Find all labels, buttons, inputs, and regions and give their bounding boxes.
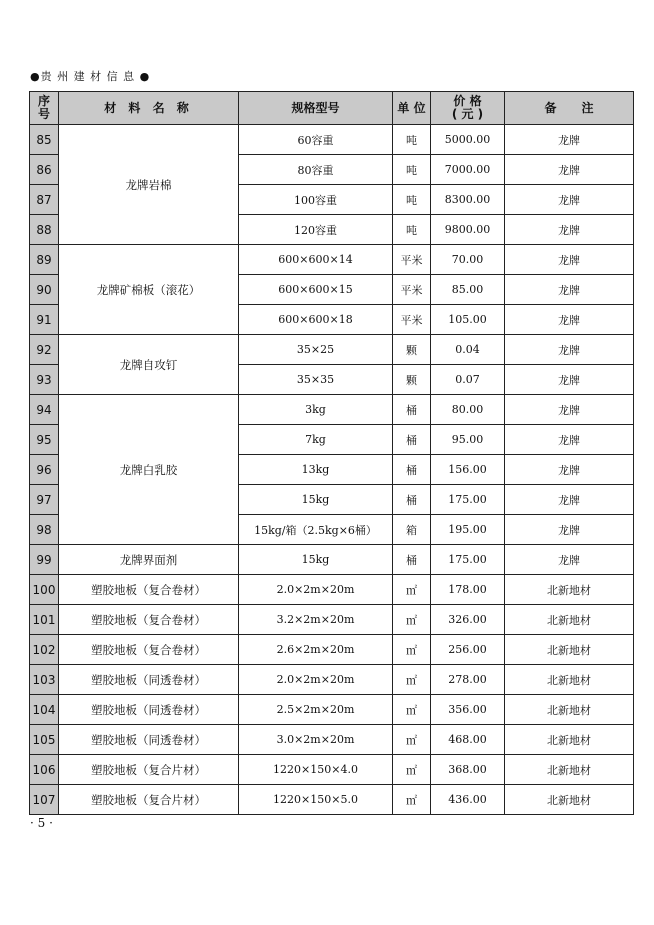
price-table <box>29 91 634 815</box>
unit-cell: 颗 <box>393 365 431 395</box>
spec-cell: 600×600×18 <box>239 305 393 335</box>
spec-cell: 3kg <box>239 395 393 425</box>
row-index: 98 <box>30 515 59 545</box>
spec-cell: 13kg <box>239 455 393 485</box>
table-row <box>30 605 634 635</box>
material-name: 塑胶地板（复合片材） <box>59 755 239 785</box>
table-row <box>30 545 634 575</box>
unit-cell: 平米 <box>393 305 431 335</box>
spec-cell: 15kg/箱（2.5kg×6桶） <box>239 515 393 545</box>
spec-cell: 2.0×2m×20m <box>239 575 393 605</box>
note-cell: 龙牌 <box>505 125 634 155</box>
material-name: 塑胶地板（同透卷材） <box>59 665 239 695</box>
note-cell: 北新地材 <box>505 635 634 665</box>
col-header-name: 材 料 名 称 <box>59 92 239 125</box>
col-header-spec: 规格型号 <box>239 92 393 125</box>
spec-cell: 120容重 <box>239 215 393 245</box>
unit-cell: ㎡ <box>393 665 431 695</box>
table-row <box>30 125 634 155</box>
table-row <box>30 335 634 365</box>
row-index: 89 <box>30 245 59 275</box>
table-header-row <box>30 92 634 125</box>
note-cell: 龙牌 <box>505 215 634 245</box>
note-cell: 北新地材 <box>505 665 634 695</box>
material-name: 塑胶地板（复合卷材） <box>59 575 239 605</box>
price-cell: 9800.00 <box>431 215 505 245</box>
row-index: 86 <box>30 155 59 185</box>
spec-cell: 7kg <box>239 425 393 455</box>
spec-cell: 15kg <box>239 485 393 515</box>
spec-cell: 2.6×2m×20m <box>239 635 393 665</box>
unit-cell: 桶 <box>393 425 431 455</box>
spec-cell: 3.2×2m×20m <box>239 605 393 635</box>
price-cell: 175.00 <box>431 485 505 515</box>
material-name: 龙牌白乳胶 <box>59 395 239 545</box>
unit-cell: 平米 <box>393 245 431 275</box>
table-row <box>30 635 634 665</box>
spec-cell: 1220×150×4.0 <box>239 755 393 785</box>
row-index: 93 <box>30 365 59 395</box>
unit-cell: 吨 <box>393 155 431 185</box>
note-cell: 龙牌 <box>505 335 634 365</box>
row-index: 92 <box>30 335 59 365</box>
table-row <box>30 695 634 725</box>
row-index: 104 <box>30 695 59 725</box>
row-index: 100 <box>30 575 59 605</box>
note-cell: 龙牌 <box>505 455 634 485</box>
table-row <box>30 245 634 275</box>
material-name: 塑胶地板（复合卷材） <box>59 635 239 665</box>
unit-cell: 平米 <box>393 275 431 305</box>
note-cell: 龙牌 <box>505 155 634 185</box>
table-row <box>30 575 634 605</box>
price-cell: 356.00 <box>431 695 505 725</box>
note-cell: 龙牌 <box>505 425 634 455</box>
unit-cell: 箱 <box>393 515 431 545</box>
spec-cell: 600×600×15 <box>239 275 393 305</box>
spec-cell: 80容重 <box>239 155 393 185</box>
price-cell: 278.00 <box>431 665 505 695</box>
price-cell: 105.00 <box>431 305 505 335</box>
unit-cell: 桶 <box>393 545 431 575</box>
page-number: · 5 · <box>30 816 53 830</box>
material-name: 龙牌自攻钉 <box>59 335 239 395</box>
material-name: 塑胶地板（复合片材） <box>59 785 239 815</box>
price-cell: 256.00 <box>431 635 505 665</box>
col-header-unit: 单 位 <box>393 92 431 125</box>
table-row <box>30 395 634 425</box>
spec-cell: 35×25 <box>239 335 393 365</box>
unit-cell: ㎡ <box>393 785 431 815</box>
table-row <box>30 665 634 695</box>
note-cell: 龙牌 <box>505 305 634 335</box>
running-header: ●贵 州 建 材 信 息 ● <box>30 70 151 83</box>
unit-cell: 吨 <box>393 215 431 245</box>
row-index: 91 <box>30 305 59 335</box>
material-name: 龙牌矿棉板（滚花） <box>59 245 239 335</box>
col-header-note: 备 注 <box>505 92 634 125</box>
price-cell: 175.00 <box>431 545 505 575</box>
material-name: 塑胶地板（复合卷材） <box>59 605 239 635</box>
spec-cell: 60容重 <box>239 125 393 155</box>
row-index: 99 <box>30 545 59 575</box>
note-cell: 龙牌 <box>505 365 634 395</box>
unit-cell: 吨 <box>393 125 431 155</box>
unit-cell: ㎡ <box>393 605 431 635</box>
price-cell: 70.00 <box>431 245 505 275</box>
price-cell: 178.00 <box>431 575 505 605</box>
table-row <box>30 755 634 785</box>
note-cell: 北新地材 <box>505 695 634 725</box>
row-index: 107 <box>30 785 59 815</box>
price-cell: 5000.00 <box>431 125 505 155</box>
table-row <box>30 785 634 815</box>
row-index: 88 <box>30 215 59 245</box>
unit-cell: ㎡ <box>393 725 431 755</box>
price-cell: 80.00 <box>431 395 505 425</box>
note-cell: 龙牌 <box>505 185 634 215</box>
row-index: 94 <box>30 395 59 425</box>
row-index: 102 <box>30 635 59 665</box>
price-cell: 326.00 <box>431 605 505 635</box>
price-cell: 195.00 <box>431 515 505 545</box>
price-cell: 468.00 <box>431 725 505 755</box>
row-index: 87 <box>30 185 59 215</box>
spec-cell: 600×600×14 <box>239 245 393 275</box>
unit-cell: 吨 <box>393 185 431 215</box>
row-index: 103 <box>30 665 59 695</box>
unit-cell: ㎡ <box>393 635 431 665</box>
spec-cell: 15kg <box>239 545 393 575</box>
spec-cell: 100容重 <box>239 185 393 215</box>
note-cell: 北新地材 <box>505 755 634 785</box>
price-cell: 95.00 <box>431 425 505 455</box>
price-cell: 436.00 <box>431 785 505 815</box>
spec-cell: 35×35 <box>239 365 393 395</box>
unit-cell: ㎡ <box>393 575 431 605</box>
material-name: 塑胶地板（同透卷材） <box>59 725 239 755</box>
row-index: 97 <box>30 485 59 515</box>
note-cell: 北新地材 <box>505 725 634 755</box>
row-index: 106 <box>30 755 59 785</box>
material-name: 龙牌界面剂 <box>59 545 239 575</box>
row-index: 101 <box>30 605 59 635</box>
row-index: 85 <box>30 125 59 155</box>
note-cell: 龙牌 <box>505 245 634 275</box>
note-cell: 北新地材 <box>505 575 634 605</box>
row-index: 95 <box>30 425 59 455</box>
unit-cell: ㎡ <box>393 755 431 785</box>
col-header-index: 序 号 <box>30 92 59 125</box>
price-cell: 0.04 <box>431 335 505 365</box>
row-index: 105 <box>30 725 59 755</box>
note-cell: 龙牌 <box>505 545 634 575</box>
col-header-price: 价 格 ( 元 ) <box>431 92 505 125</box>
note-cell: 龙牌 <box>505 275 634 305</box>
note-cell: 北新地材 <box>505 605 634 635</box>
unit-cell: 桶 <box>393 485 431 515</box>
note-cell: 龙牌 <box>505 515 634 545</box>
row-index: 96 <box>30 455 59 485</box>
note-cell: 北新地材 <box>505 785 634 815</box>
material-name: 龙牌岩棉 <box>59 125 239 245</box>
table-row <box>30 725 634 755</box>
unit-cell: 桶 <box>393 455 431 485</box>
price-cell: 0.07 <box>431 365 505 395</box>
table-body <box>30 125 634 815</box>
price-cell: 8300.00 <box>431 185 505 215</box>
row-index: 90 <box>30 275 59 305</box>
price-cell: 7000.00 <box>431 155 505 185</box>
unit-cell: 颗 <box>393 335 431 365</box>
note-cell: 龙牌 <box>505 395 634 425</box>
material-name: 塑胶地板（同透卷材） <box>59 695 239 725</box>
note-cell: 龙牌 <box>505 485 634 515</box>
unit-cell: ㎡ <box>393 695 431 725</box>
spec-cell: 2.0×2m×20m <box>239 665 393 695</box>
spec-cell: 1220×150×5.0 <box>239 785 393 815</box>
spec-cell: 2.5×2m×20m <box>239 695 393 725</box>
price-cell: 85.00 <box>431 275 505 305</box>
unit-cell: 桶 <box>393 395 431 425</box>
spec-cell: 3.0×2m×20m <box>239 725 393 755</box>
price-cell: 156.00 <box>431 455 505 485</box>
price-cell: 368.00 <box>431 755 505 785</box>
